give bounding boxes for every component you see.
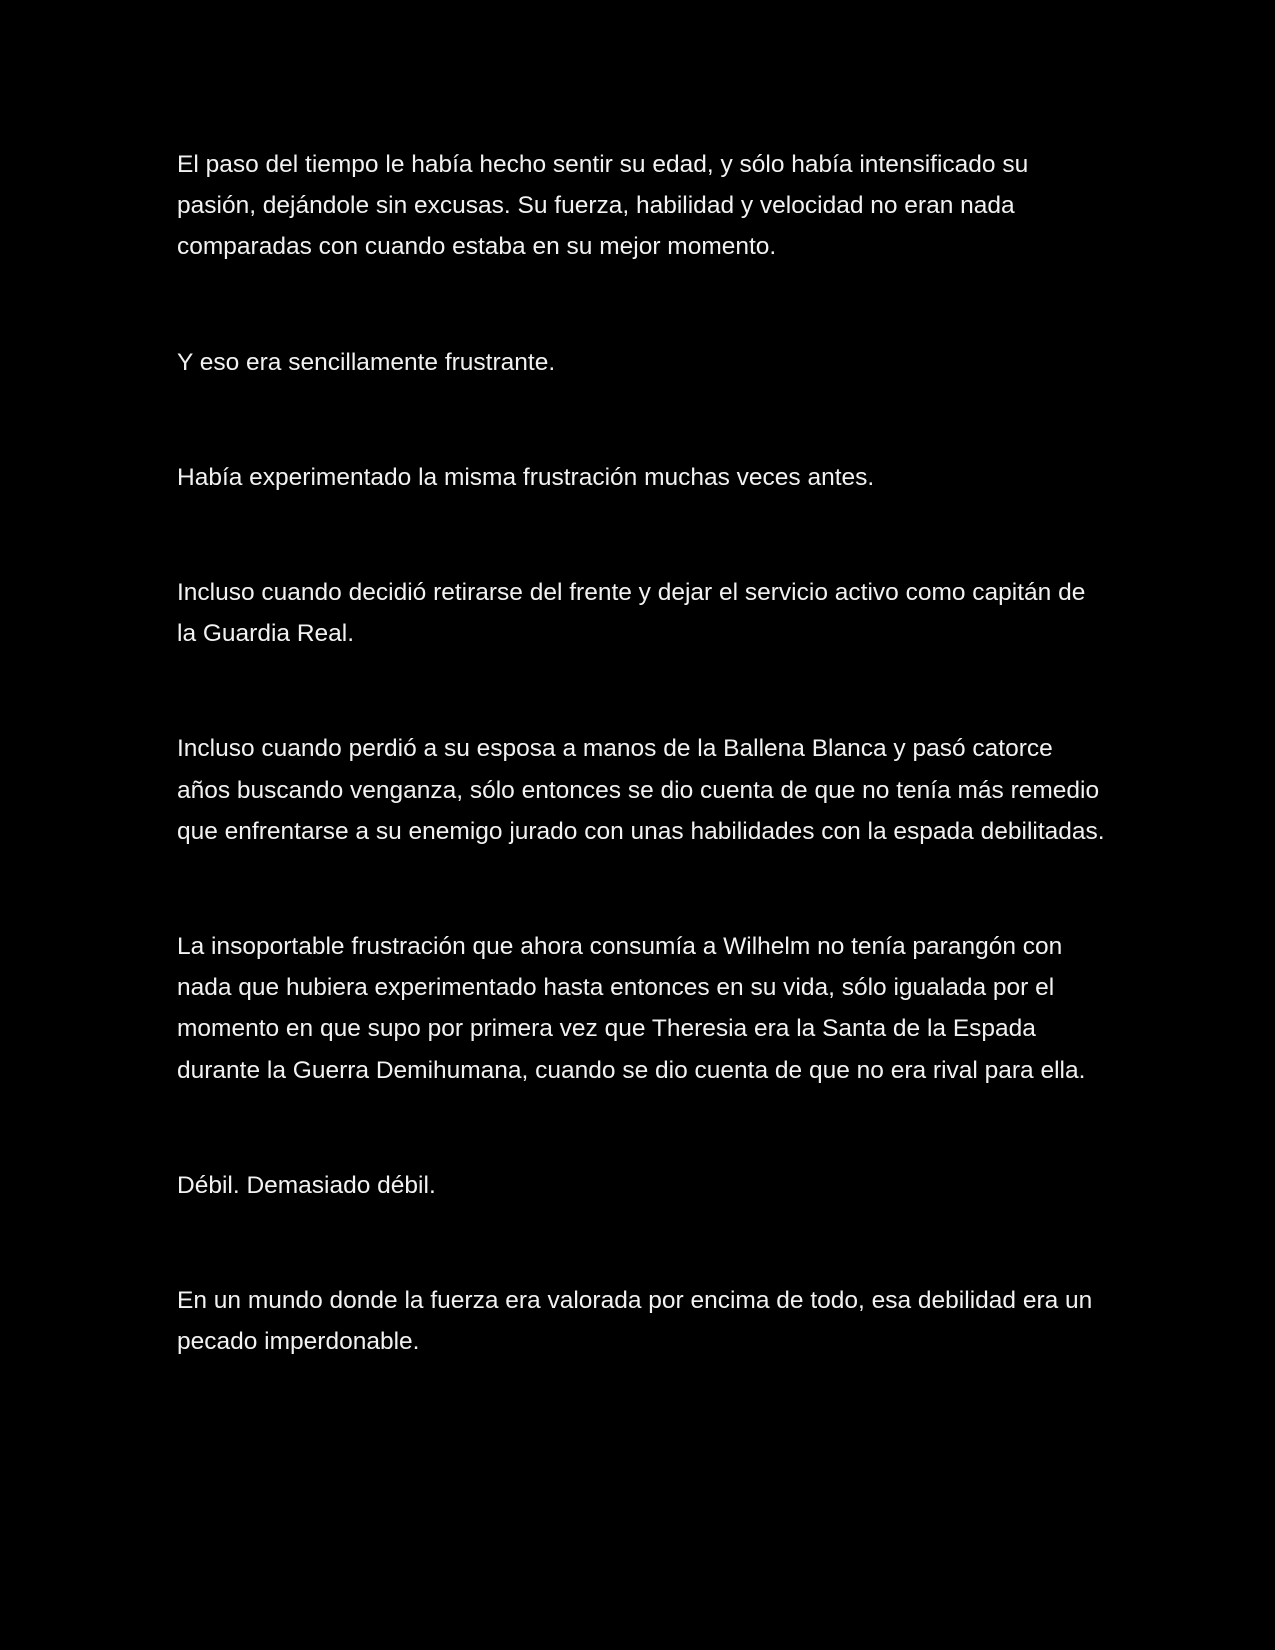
paragraph: Débil. Demasiado débil. — [177, 1171, 436, 1199]
paragraph: Incluso cuando decidió retirarse del frente y dejar el servicio activo como capitán de la Guardia Real. — [177, 579, 1086, 648]
paragraph: Y eso era sencillamente frustrante. — [177, 348, 556, 376]
paragraph: Había experimentado la misma frustración muchas veces antes. — [177, 463, 875, 491]
paragraph: El paso del tiempo le había hecho sentir su edad, y sólo había intensificado su pasión, dejándole sin excusas. Su fuerza, habilidad y velocidad no eran nada comparadas con cuando estaba en su mejor momento. — [177, 151, 1029, 261]
document-body — [177, 144, 1107, 1362]
paragraph: La insoportable frustración que ahora consumía a Wilhelm no tenía parangón con nada que hubiera experimentado hasta entonces en su vida, sólo igualada por el momento en que supo por primera vez que Theresia era la Santa de la Espada durante la Guerra Demihumana, cuando se dio cuenta de que no era rival para ella. — [177, 933, 1086, 1084]
paragraph: Incluso cuando perdió a su esposa a manos de la Ballena Blanca y pasó catorce años buscando venganza, sólo entonces se dio cuenta de que no tenía más remedio que enfrentarse a su enemigo jurado con unas habilidades con la espada debilitadas. — [177, 735, 1105, 845]
paragraph: En un mundo donde la fuerza era valorada por encima de todo, esa debilidad era un pecado imperdonable. — [177, 1287, 1093, 1356]
